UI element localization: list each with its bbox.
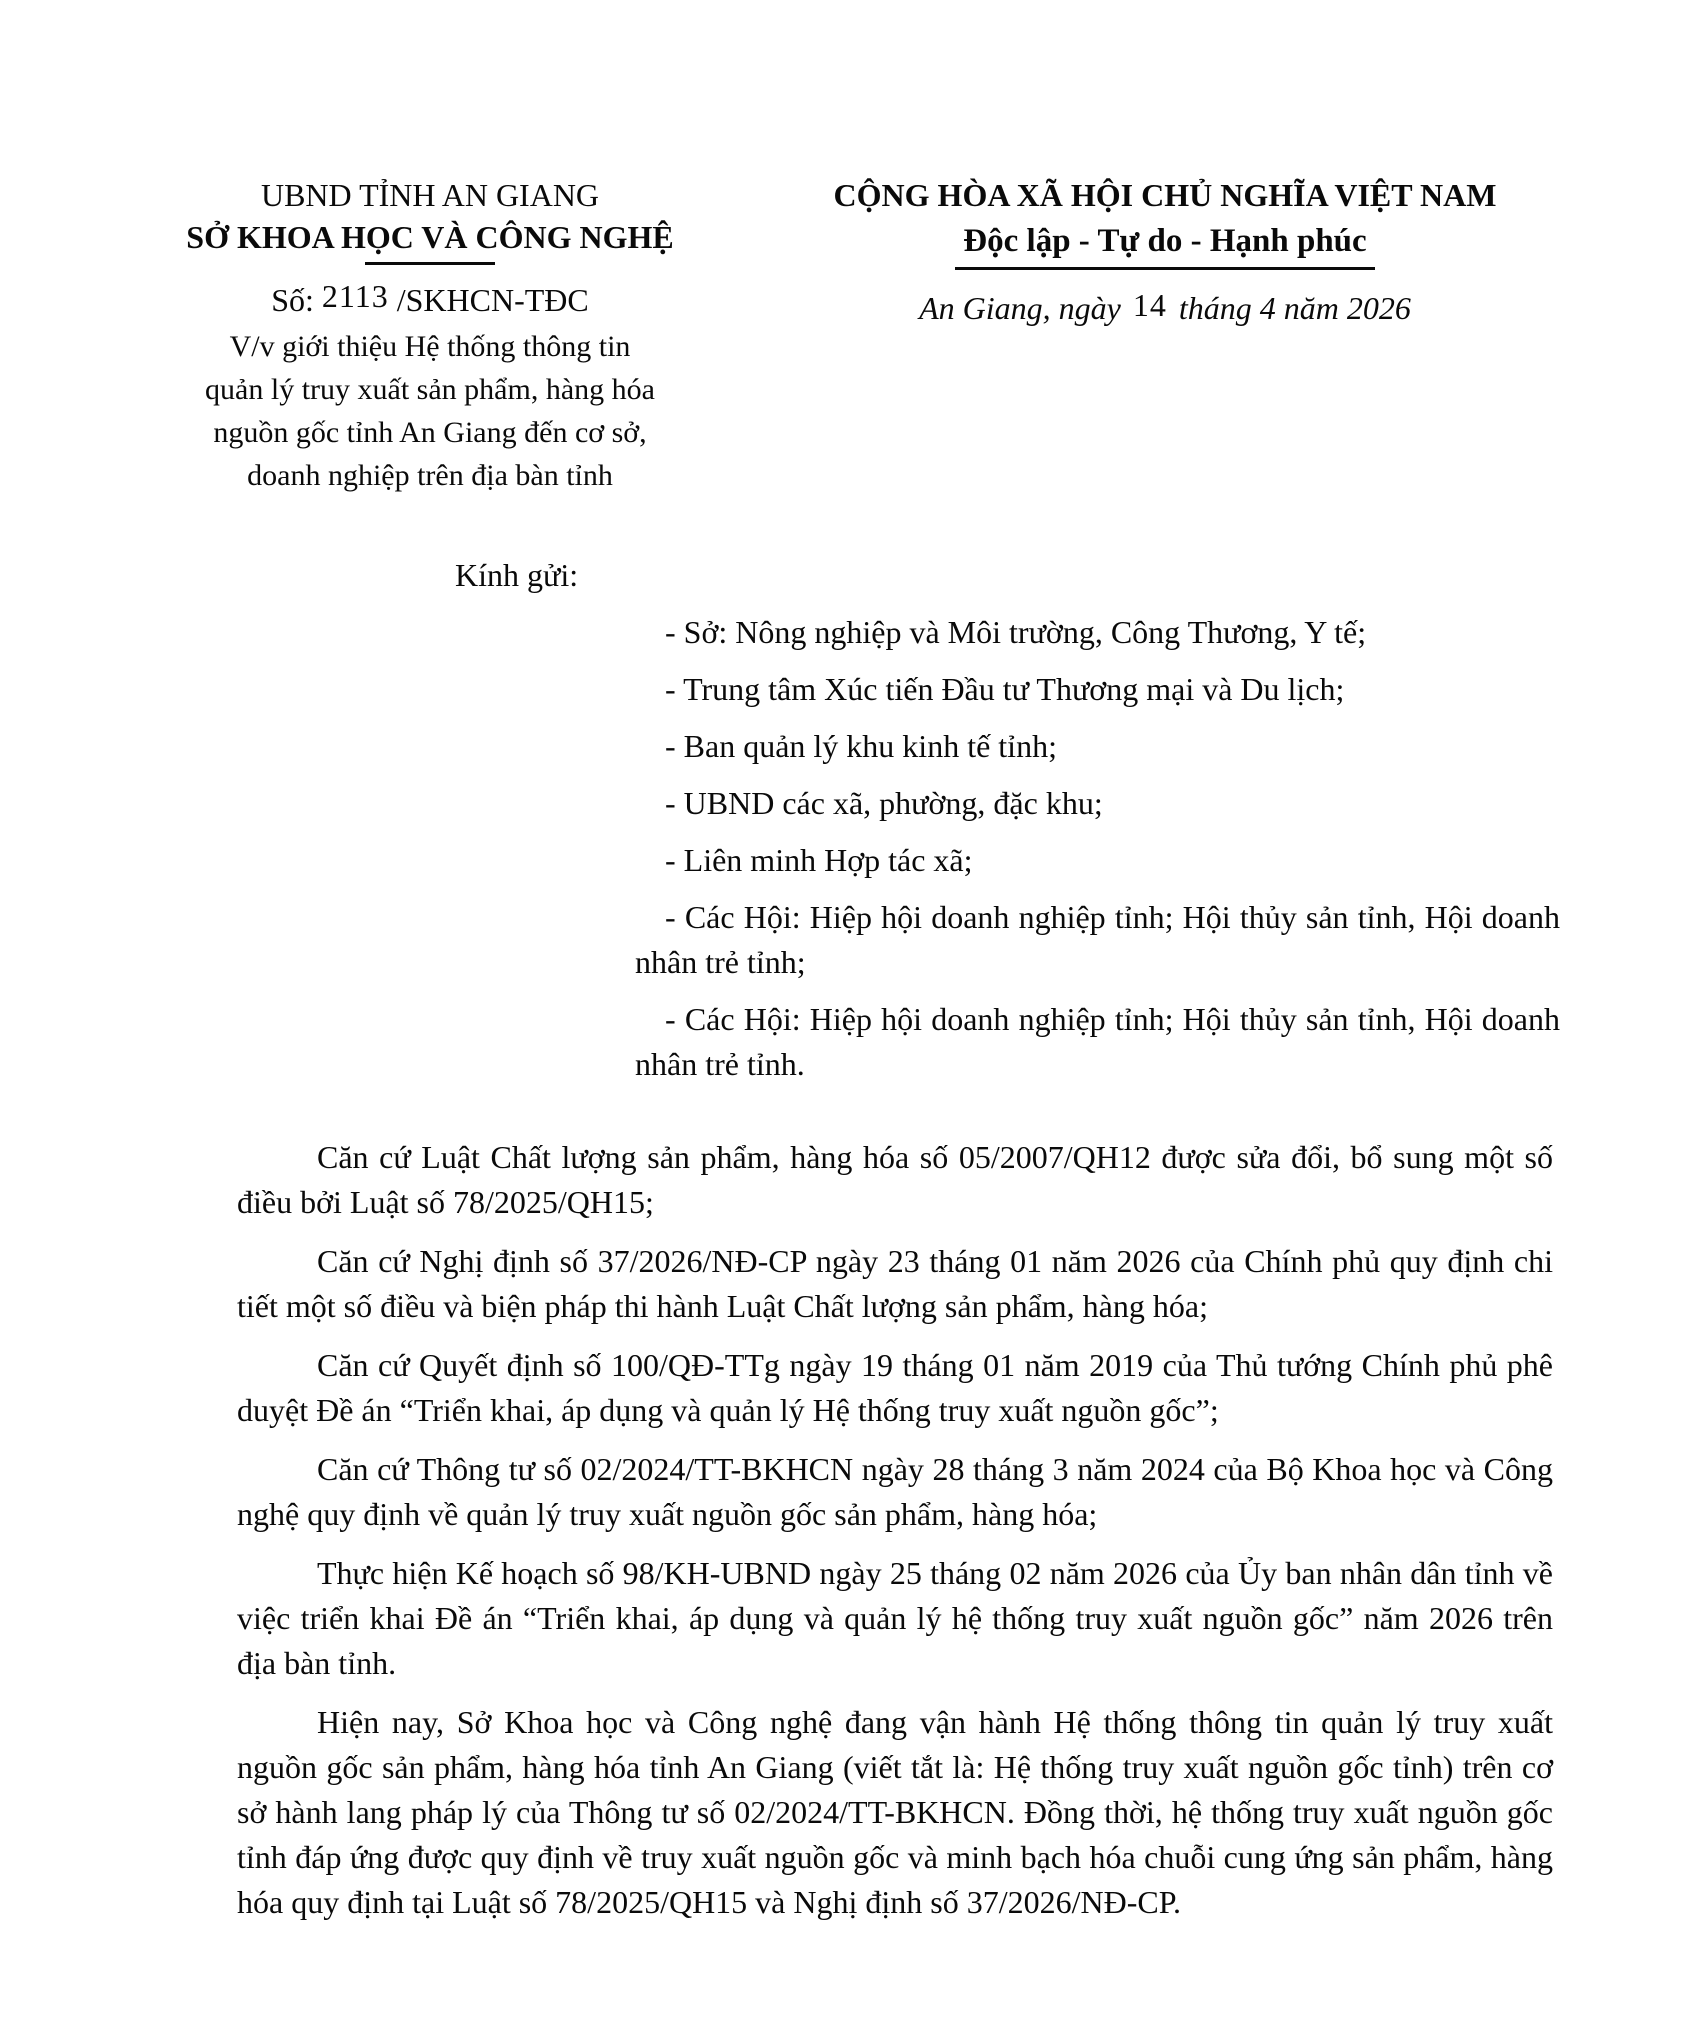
document-subject-line: V/v giới thiệu Hệ thống thông tin <box>229 330 631 363</box>
document-number-line <box>150 279 710 321</box>
body-paragraph: Thực hiện Kế hoạch số 98/KH-UBND ngày 25 tháng 02 năm 2026 của Ủy ban nhân dân tỉnh về việc triển khai Đề án “Triển khai, áp dụng và quản lý hệ thống truy xuất nguồn gốc” năm 2026 trên địa bàn tỉnh. <box>237 1555 1553 1681</box>
national-motto: Độc lập - Tự do - Hạnh phúc <box>955 218 1374 270</box>
letter-body <box>237 1135 1553 1925</box>
recipient-item: - Các Hội: Hiệp hội doanh nghiệp tỉnh; Hội thủy sản tỉnh, Hội doanh nhân trẻ tỉnh. <box>635 1001 1560 1082</box>
recipients-list <box>635 610 1560 1099</box>
place-date-line <box>740 286 1590 330</box>
body-paragraph: Căn cứ Nghị định số 37/2026/NĐ-CP ngày 23 tháng 01 năm 2026 của Chính phủ quy định chi tiết một số điều và biện pháp thi hành Luật Chất lượng sản phẩm, hàng hóa; <box>237 1243 1553 1324</box>
letter-header <box>0 174 1700 497</box>
dateline-day: 14 <box>1132 287 1167 323</box>
country-name: CỘNG HÒA XÃ HỘI CHỦ NGHĨA VIỆT NAM <box>833 177 1497 213</box>
document-subject-line: doanh nghiệp trên địa bàn tỉnh <box>247 459 613 492</box>
document-subject-line: nguồn gốc tỉnh An Giang đến cơ sở, <box>213 416 647 449</box>
recipients-section <box>455 553 1560 1099</box>
org-name-underline <box>365 262 495 265</box>
dateline-rest: tháng 4 năm 2026 <box>1178 290 1411 326</box>
recipient-item: - Liên minh Hợp tác xã; <box>665 842 973 878</box>
recipient-item: - Trung tâm Xúc tiến Đầu tư Thương mại và Du lịch; <box>665 671 1345 707</box>
national-header-block <box>710 174 1590 330</box>
body-paragraph: Căn cứ Quyết định số 100/QĐ-TTg ngày 19 tháng 01 năm 2019 của Thủ tướng Chính phủ phê duyệt Đề án “Triển khai, áp dụng và quản lý Hệ thống truy xuất nguồn gốc”; <box>237 1347 1553 1428</box>
recipient-item: - Các Hội: Hiệp hội doanh nghiệp tỉnh; Hội thủy sản tỉnh, Hội doanh nhân trẻ tỉnh; <box>635 899 1560 980</box>
body-paragraph: Căn cứ Thông tư số 02/2024/TT-BKHCN ngày 28 tháng 3 năm 2024 của Bộ Khoa học và Công nghệ quy định về quản lý truy xuất nguồn gốc sản phẩm, hàng hóa; <box>237 1451 1553 1532</box>
issuing-org-name: SỞ KHOA HỌC VÀ CÔNG NGHỆ <box>186 219 674 255</box>
issuing-org-block <box>150 174 710 497</box>
parent-org-name: UBND TỈNH AN GIANG <box>260 177 600 213</box>
recipient-item: - Ban quản lý khu kinh tế tỉnh; <box>665 728 1057 764</box>
document-number-value: 2113 <box>321 278 389 314</box>
body-paragraph: Hiện nay, Sở Khoa học và Công nghệ đang vận hành Hệ thống thông tin quản lý truy xuất nguồn gốc sản phẩm, hàng hóa tỉnh An Giang (viết tắt là: Hệ thống truy xuất nguồn gốc tỉnh) trên cơ sở hành lang pháp lý của Thông tư số 02/2024/TT-BKHCN. Đồng thời, hệ thống truy xuất nguồn gốc tỉnh đáp ứng được quy định về truy xuất nguồn gốc và minh bạch hóa chuỗi cung ứng sản phẩm, hàng hóa quy định tại Luật số 78/2025/QH15 và Nghị định số 37/2026/NĐ-CP. <box>237 1704 1553 1920</box>
recipient-item: - UBND các xã, phường, đặc khu; <box>665 785 1103 821</box>
recipients-label: Kính gửi: <box>455 557 579 593</box>
document-number-suffix: /SKHCN-TĐC <box>396 282 589 318</box>
body-paragraph: Căn cứ Luật Chất lượng sản phẩm, hàng hóa số 05/2007/QH12 được sửa đổi, bổ sung một số điều bởi Luật số 78/2025/QH15; <box>237 1139 1553 1220</box>
recipient-item: - Sở: Nông nghiệp và Môi trường, Công Thương, Y tế; <box>665 614 1367 650</box>
dateline-place: An Giang, ngày <box>919 290 1121 326</box>
document-subject <box>150 325 710 497</box>
document-subject-line: quản lý truy xuất sản phẩm, hàng hóa <box>205 373 655 406</box>
document-number-label: Số: <box>271 282 314 318</box>
